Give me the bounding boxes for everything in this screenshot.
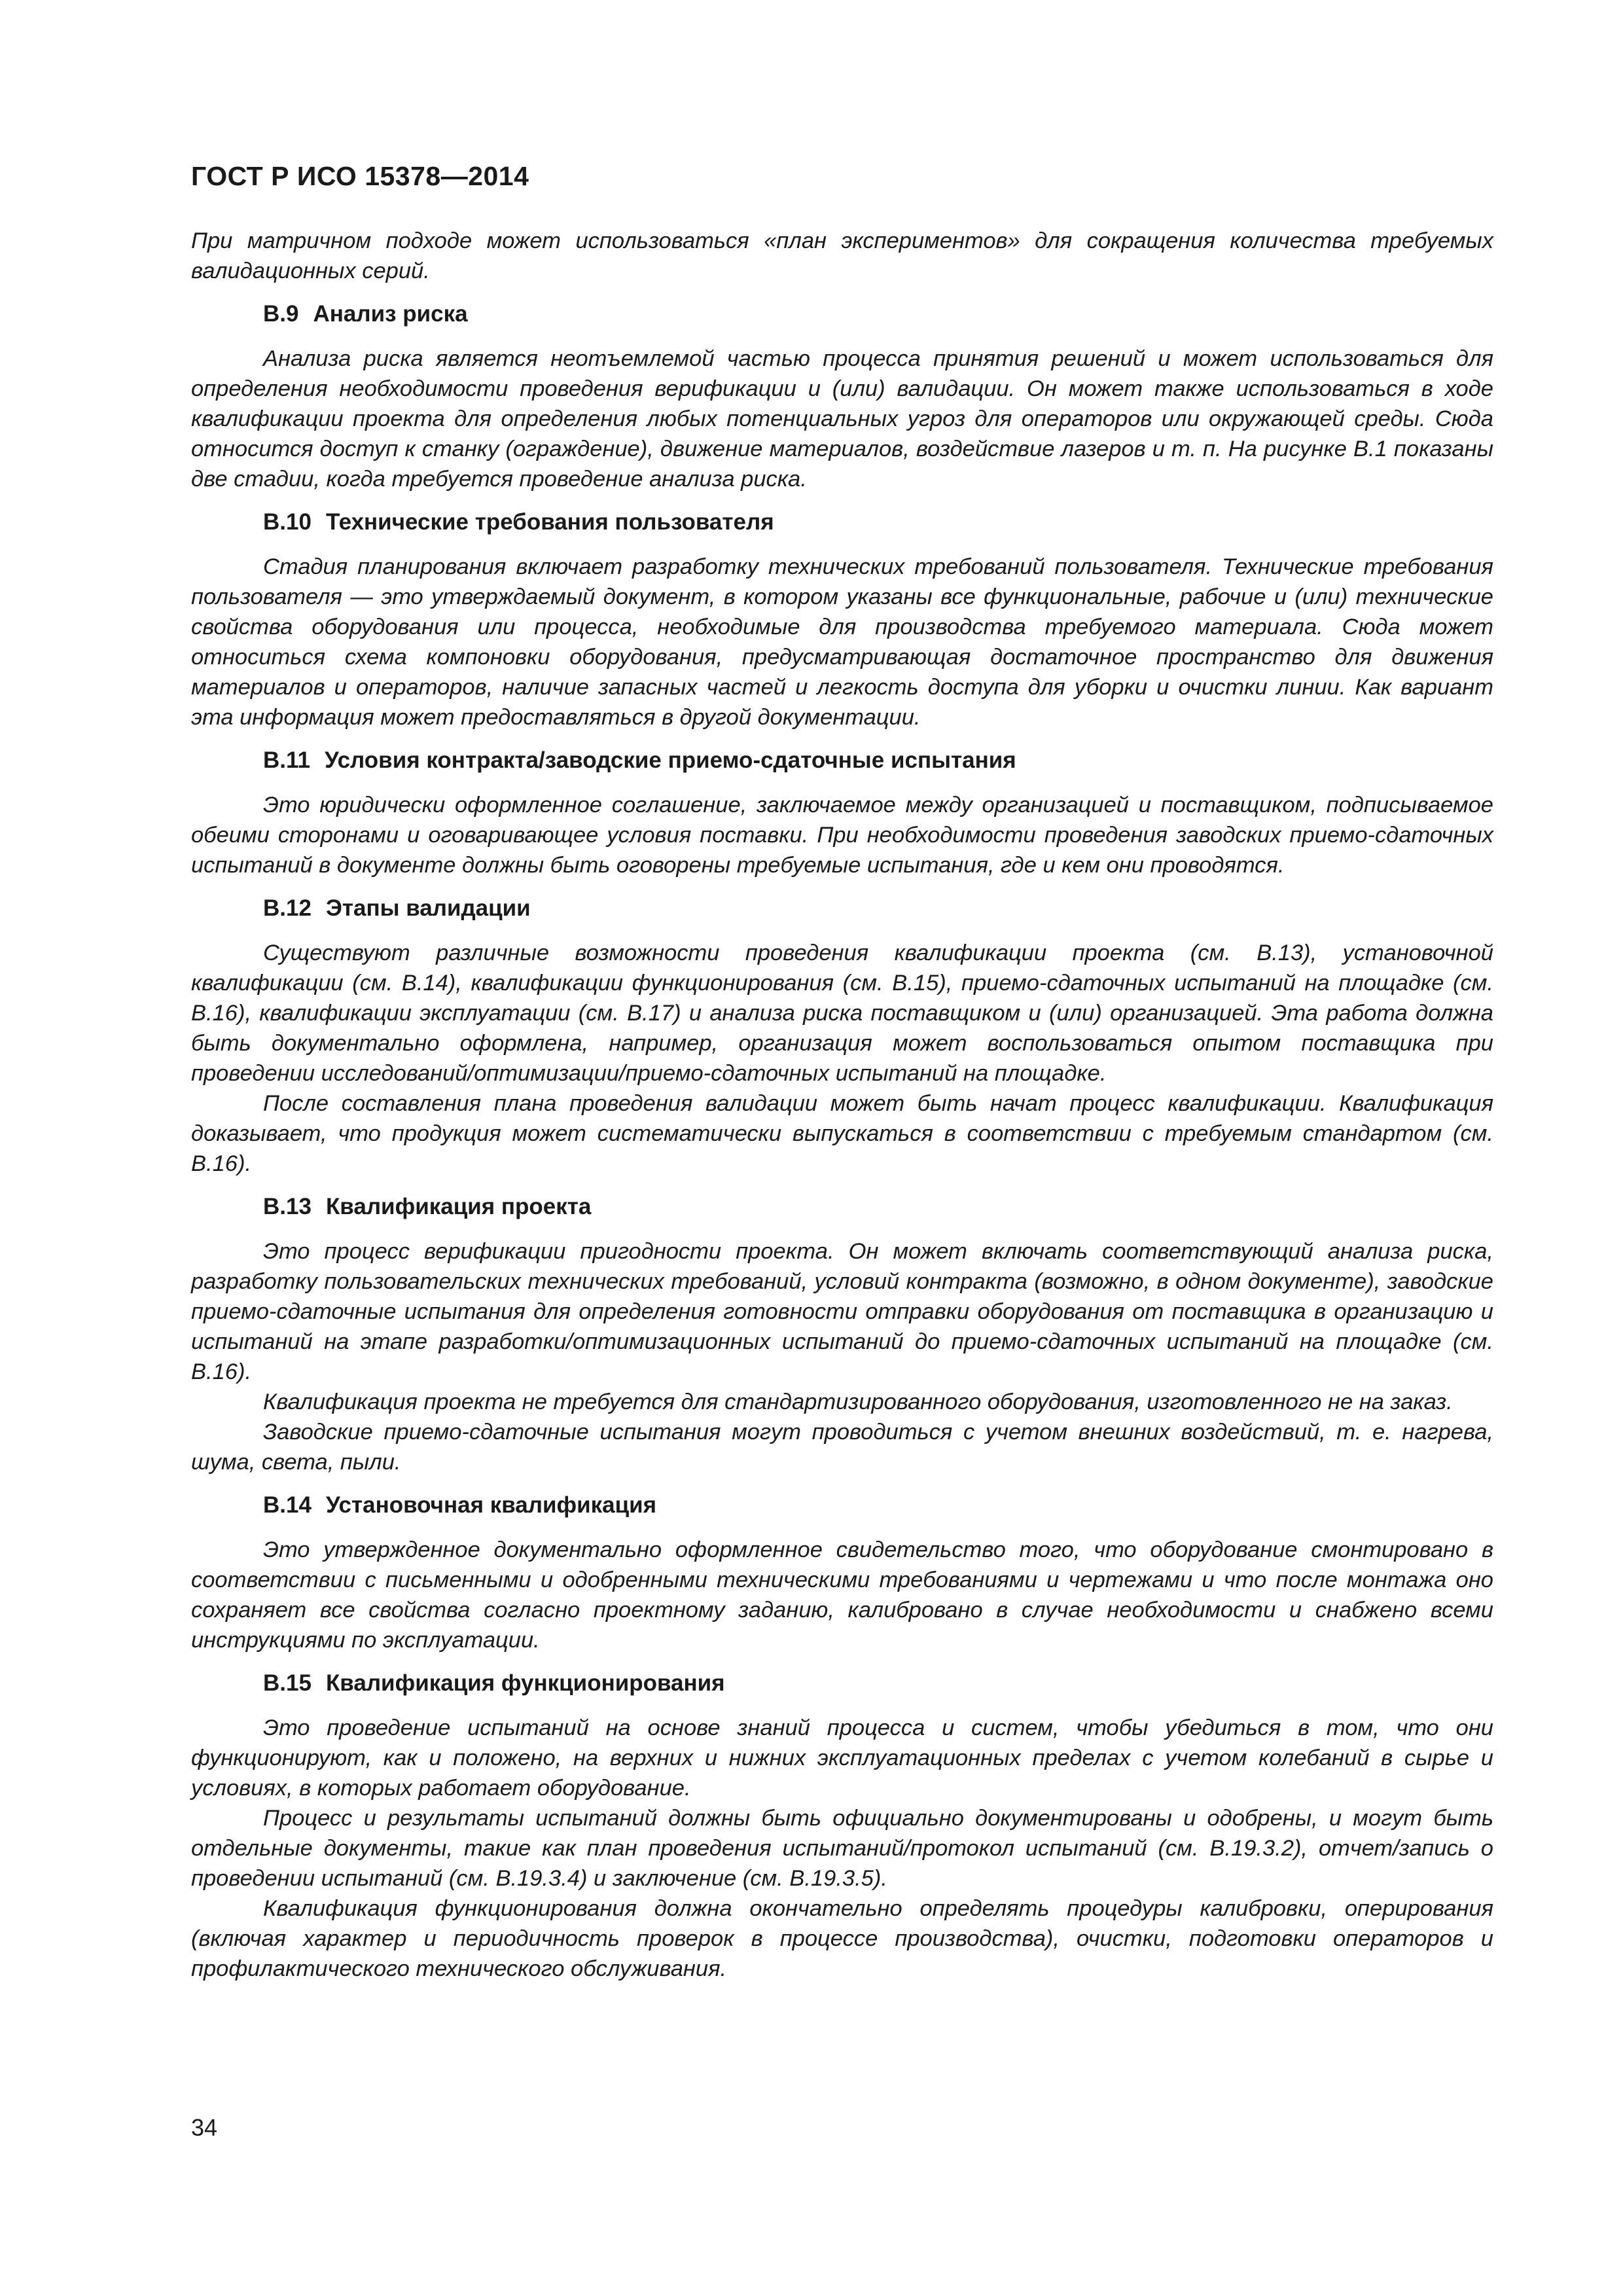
section-b13 [191,1192,1493,1477]
section-number: В.13 [263,1194,312,1219]
section-heading [191,893,1493,924]
section-b14 [191,1490,1493,1655]
section-number: В.11 [263,747,310,773]
section-b12 [191,893,1493,1179]
section-paragraph: После составления плана проведения валидации может быть начат процесс квалификации. Квалификация доказывает, что продукция может систематически выпускаться в соответствии с требуемым стандартом (см. В.16). [191,1091,1493,1176]
section-b10 [191,507,1493,732]
section-heading [191,507,1493,537]
section-heading [191,1668,1493,1698]
page-body [191,226,1493,1984]
section-paragraph: Это утвержденное документально оформленное свидетельство того, что оборудование смонтировано в соответствии с письменными и одобренными техническими требованиями и чертежами и что после монтажа оно сохраняет все свойства согласно проектному заданию, калибровано в случае необходимости и снабжено всеми инструкциями по эксплуатации. [191,1537,1493,1653]
section-heading [191,1192,1493,1222]
section-paragraph: Существуют различные возможности проведения квалификации проекта (см. В.13), установочной квалификации (см. В.14), квалификации функционирования (см. В.15), приемо-сдаточных испытаний на площадке (см. В.16), квалификации эксплуатации (см. В.17) и анализа риска поставщиком и (или) организацией. Эта работа должна быть документально оформлена, например, организация может воспользоваться опытом поставщика при проведении исследований/оптимизации/приемо-сдаточных испытаний на площадке. [191,941,1493,1086]
section-b11 [191,745,1493,880]
section-paragraph: Это проведение испытаний на основе знаний процесса и систем, чтобы убедиться в том, что они функционируют, как и положено, на верхних и нижних эксплуатационных пределах с учетом колебаний в сырье и условиях, в которых работает оборудование. [191,1715,1493,1801]
section-title: Анализ риска [313,301,468,327]
intro-paragraph: При матричном подходе может использоваться «план экспериментов» для сокращения количества требуемых валидационных серий. [191,228,1493,283]
section-heading [191,745,1493,776]
section-title: Квалификация проекта [325,1194,592,1219]
section-b9 [191,299,1493,494]
section-title: Технические требования пользователя [325,509,774,535]
section-paragraph: Стадия планирования включает разработку технических требований пользователя. Технические требования пользователя — это утверждаемый документ, в котором указаны все функциональные, рабочие и (или) технические свойства оборудования или процесса, необходимые для производства требуемого материала. Сюда может относиться схема компоновки оборудования, предусматривающая достаточное пространство для движения материалов и операторов, наличие запасных частей и легкость доступа для уборки и очистки линии. Как вариант эта информация может предоставляться в другой документации. [191,554,1493,730]
section-number: В.12 [263,895,312,921]
section-heading [191,1490,1493,1520]
section-paragraph: Анализа риска является неотъемлемой частью процесса принятия решений и может использоваться для определения необходимости проведения верификации и (или) валидации. Он может также использоваться в ходе квалификации проекта для определения любых потенциальных угроз для операторов или окружающей среды. Сюда относится доступ к станку (ограждение), движение материалов, воздействие лазеров и т. п. На рисунке В.1 показаны две стадии, когда требуется проведение анализа риска. [191,346,1493,492]
section-number: В.10 [263,509,312,535]
section-paragraph: Квалификация проекта не требуется для стандартизированного оборудования, изготовленного не на заказ. [263,1390,1453,1414]
section-title: Этапы валидации [325,895,531,921]
section-number: В.14 [263,1492,312,1518]
section-paragraph: Заводские приемо-сдаточные испытания могут проводиться с учетом внешних воздействий, т. е. нагрева, шума, света, пыли. [191,1420,1493,1475]
section-paragraph: Это юридически оформленное соглашение, заключаемое между организацией и поставщиком, подписываемое обеими сторонами и оговаривающее условия поставки. При необходимости проведения заводских приемо-сдаточных испытаний в документе должны быть оговорены требуемые испытания, где и кем они проводятся. [191,793,1493,878]
page-number: 34 [191,2114,218,2141]
section-heading [191,299,1493,329]
section-title: Установочная квалификация [325,1492,657,1518]
section-b15 [191,1668,1493,1984]
document-code: ГОСТ Р ИСО 15378—2014 [191,161,529,191]
section-title: Условия контракта/заводские приемо-сдаточные испытания [325,747,1016,773]
section-paragraph: Это процесс верификации пригодности проекта. Он может включать соответствующий анализа риска, разработку пользовательских технических требований, условий контракта (возможно, в одном документе), заводские приемо-сдаточные испытания для определения готовности отправки оборудования от поставщика в организацию и испытаний на этапе разработки/оптимизационных испытаний до приемо-сдаточных испытаний на площадке (см. В.16). [191,1239,1493,1384]
section-title: Квалификация функционирования [325,1670,725,1696]
section-paragraph: Процесс и результаты испытаний должны быть официально документированы и одобрены, и могут быть отдельные документы, такие как план проведения испытаний/протокол испытаний (см. В.19.3.2), отчет/запись о проведении испытаний (см. В.19.3.4) и заключение (см. В.19.3.5). [191,1806,1493,1891]
section-number: В.15 [263,1670,312,1696]
section-paragraph: Квалификация функционирования должна окончательно определять процедуры калибровки, оперирования (включая характер и периодичность проверок в процессе производства), очистки, подготовки операторов и профилактического технического обслуживания. [191,1896,1493,1981]
section-number: В.9 [263,301,299,327]
